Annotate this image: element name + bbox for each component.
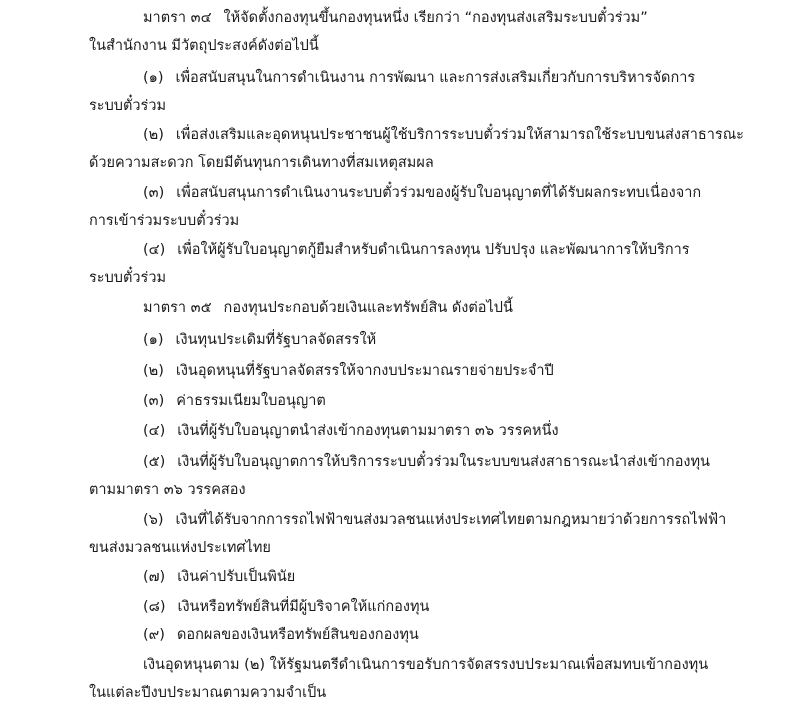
section-34-continuation: ในสำนักงาน มีวัตถุประสงค์ดังต่อไปนี้ [89, 38, 319, 54]
item-text: เพื่อส่งเสริมและอุดหนุนประชาชนผู้ใช้บริการระบบตั๋วร่วมให้สามารถใช้ระบบขนส่งสาธารณะ [175, 127, 744, 143]
item-number: (๒) [143, 127, 164, 143]
item-text: เงินค่าปรับเป็นพินัย [177, 569, 296, 585]
section-34-first-line [143, 8, 648, 28]
s34-item-3-continuation: การเข้าร่วมระบบตั๋วร่วม [89, 213, 240, 229]
s35-item-3 [143, 391, 326, 411]
s35-item-4 [143, 421, 559, 441]
s34-item-2 [143, 125, 744, 145]
item-text: เพื่อให้ผู้รับใบอนุญาตกู้ยืมสำหรับดำเนินการลงทุน ปรับปรุง และพัฒนาการให้บริการ [177, 242, 690, 258]
item-text: เงินหรือทรัพย์สินที่มีผู้บริจาคให้แก่กองทุน [177, 599, 430, 615]
item-number: (๗) [143, 569, 166, 585]
s35-item-8 [143, 597, 429, 617]
section-34-text: ให้จัดตั้งกองทุนขึ้นกองทุนหนึ่ง เรียกว่า “กองทุนส่งเสริมระบบตั๋วร่วม” [223, 10, 648, 26]
section-35-closing: เงินอุดหนุนตาม (๒) ให้รัฐมนตรีดำเนินการขอรับการจัดสรรงบประมาณเพื่อสมทบเข้ากองทุน [143, 657, 709, 673]
section-35-text: กองทุนประกอบด้วยเงินและทรัพย์สิน ดังต่อไปนี้ [223, 300, 513, 316]
item-number: (๘) [143, 599, 166, 615]
s35-item-2 [143, 361, 554, 381]
item-number: (๑) [143, 70, 164, 86]
s34-item-3 [143, 183, 701, 203]
item-text: ค่าธรรมเนียมใบอนุญาต [176, 393, 326, 409]
section-35-heading: มาตรา ๓๕ [143, 300, 212, 316]
item-text: ดอกผลของเงินหรือทรัพย์สินของกองทุน [176, 627, 419, 643]
item-text: เงินทุนประเดิมที่รัฐบาลจัดสรรให้ [175, 332, 377, 348]
s34-item-2-continuation: ด้วยความสะดวก โดยมีต้นทุนการเดินทางที่สมเหตุสมผล [89, 155, 434, 171]
item-number: (๒) [143, 363, 164, 379]
item-number: (๑) [143, 332, 164, 348]
item-number: (๔) [143, 242, 166, 258]
section-35-closing-continuation: ในแต่ละปีงบประมาณตามความจำเป็น [89, 685, 327, 701]
s34-item-4-continuation: ระบบตั๋วร่วม [89, 270, 167, 286]
item-text: เพื่อสนับสนุนในการดำเนินงาน การพัฒนา และการส่งเสริมเกี่ยวกับการบริหารจัดการ [175, 70, 696, 86]
s35-item-6-continuation: ขนส่งมวลชนแห่งประเทศไทย [89, 540, 271, 556]
section-34-heading: มาตรา ๓๔ [143, 10, 212, 26]
item-number: (๕) [143, 454, 166, 470]
s34-item-1 [143, 68, 695, 88]
s34-item-1-continuation: ระบบตั๋วร่วม [89, 98, 167, 114]
item-number: (๓) [143, 185, 165, 201]
section-35-first-line [143, 298, 513, 318]
item-text: เงินที่ผู้รับใบอนุญาตนำส่งเข้ากองทุนตามมาตรา ๓๖ วรรคหนึ่ง [177, 423, 559, 439]
item-number: (๔) [143, 423, 166, 439]
s35-item-7 [143, 567, 295, 587]
item-number: (๓) [143, 393, 165, 409]
item-number: (๖) [143, 512, 164, 528]
item-text: เงินอุดหนุนที่รัฐบาลจัดสรรให้จากงบประมาณรายจ่ายประจำปี [175, 363, 554, 379]
s35-item-1 [143, 330, 376, 350]
s34-item-4 [143, 240, 690, 260]
s35-item-5-continuation: ตามมาตรา ๓๖ วรรคสอง [89, 482, 246, 498]
item-text: เงินที่ได้รับจากการรถไฟฟ้าขนส่งมวลชนแห่งประเทศไทยตามกฎหมายว่าด้วยการรถไฟฟ้า [175, 512, 727, 528]
s35-item-5 [143, 452, 710, 472]
s35-item-6 [143, 510, 726, 530]
s35-item-9 [143, 625, 419, 645]
item-number: (๙) [143, 627, 165, 643]
item-text: เพื่อสนับสนุนการดำเนินงานระบบตั๋วร่วมของผู้รับใบอนุญาตที่ได้รับผลกระทบเนื่องจาก [176, 185, 702, 201]
item-text: เงินที่ผู้รับใบอนุญาตการให้บริการระบบตั๋วร่วมในระบบขนส่งสาธารณะนำส่งเข้ากองทุน [177, 454, 710, 470]
